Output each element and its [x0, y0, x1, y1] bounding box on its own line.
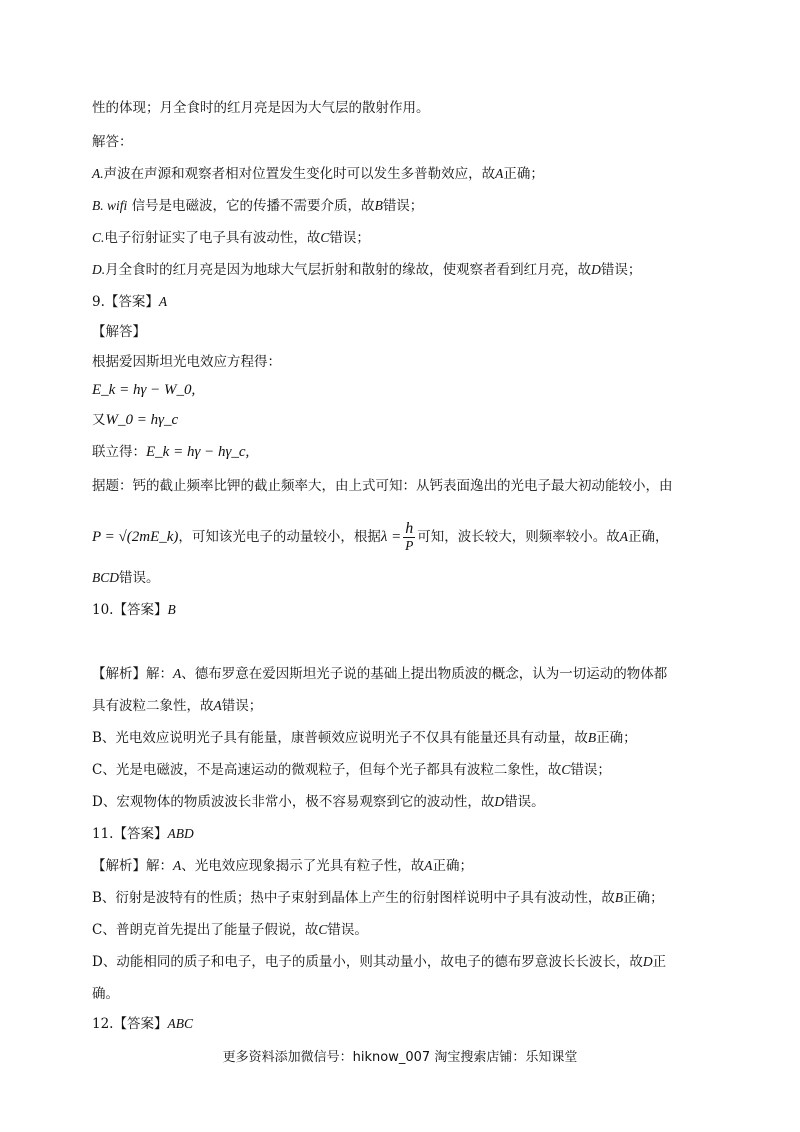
option-letter: C. [92, 230, 105, 245]
paragraph-line [92, 856, 473, 876]
answer-letter: BCD [92, 570, 119, 585]
paragraph-line [92, 984, 119, 1004]
paragraph-line [92, 792, 545, 812]
paragraph-line [92, 728, 637, 748]
equation: W_0 = hγ_c [105, 412, 179, 428]
text: 、普朗克首先提出了能量子假说，故 [102, 922, 319, 938]
option-letter: B [614, 890, 624, 905]
equation-line [92, 410, 178, 430]
option-a-line [92, 164, 544, 184]
text: 电子衍射证实了电子具有波动性，故 [104, 230, 321, 246]
text: 根据爱因斯坦光电效应方程得： [92, 354, 281, 370]
fraction [403, 521, 415, 554]
text: 、光电效应现象揭示了光具有粒子性，故 [181, 858, 425, 874]
paragraph-line [92, 98, 430, 118]
answer-letter: ABD [167, 826, 194, 841]
option-letter: A [213, 698, 222, 713]
text: 错误； [570, 762, 611, 778]
text: 【解析】解： [92, 666, 173, 682]
answer-letter: A [619, 529, 629, 544]
text: 错误； [221, 698, 263, 714]
equation: E_k = hγ − hγ_c, [146, 444, 250, 460]
fraction-denominator: P [405, 538, 414, 553]
option-letter: B [374, 198, 383, 213]
text: 、宏观物体的物质波波长非常小，极不容易观察到它的波动性，故 [102, 794, 495, 810]
text: 正确， [628, 529, 669, 545]
text: 错误。 [327, 922, 368, 938]
text: 、光电效应说明光子具有能量，康普顿效应说明光子不仅具有能量还具有动量，故 [101, 730, 588, 746]
text: 错误； [382, 198, 424, 214]
option-letter: A. [92, 166, 104, 181]
text: 具有波粒二象性，故 [92, 698, 214, 714]
text: 声波在声源和观察者相对位置发生变化时可以发生多普勒效应，故 [103, 166, 496, 182]
answer-heading [92, 292, 167, 312]
option-letter: A [424, 858, 433, 873]
equation-line [92, 520, 669, 554]
text: 正确； [596, 730, 637, 746]
text: 、衍射是波特有的性质；热中子束射到晶体上产生的衍射图样说明中子具有波动性，故 [101, 890, 615, 906]
text: 、德布罗意在爱因斯坦光子说的基础上提出物质波的概念，认为一切运动的物体都 [181, 666, 668, 682]
text: 月全食时的红月亮是因为地球大气层折射和散射的缘故，使观察者看到红月亮，故 [105, 262, 592, 278]
text: 又 [92, 412, 106, 428]
text: 10.【答案】 [92, 602, 168, 618]
answer-heading [92, 600, 176, 620]
option-letter: A [173, 666, 182, 681]
option-letter: D [494, 794, 505, 809]
text: ，可知该光电子的动量较小，根据 [178, 529, 381, 545]
equation-line [92, 380, 195, 400]
text: 解答： [92, 134, 133, 150]
page-footer: 更多资料添加微信号：hiknow_007 淘宝搜索店铺：乐知课堂 [222, 1050, 578, 1065]
option-letter: D [92, 954, 103, 970]
option-letter: B. wifi [92, 198, 128, 213]
paragraph-line [92, 664, 667, 684]
option-letter: B [92, 730, 102, 746]
equation: P = √(2mE_k) [92, 529, 179, 545]
option-letter: A [173, 858, 182, 873]
option-letter: C [92, 922, 103, 938]
option-letter: D. [92, 262, 106, 277]
paragraph-line [92, 132, 133, 152]
text: 11.【答案】 [92, 826, 168, 842]
paragraph-line [92, 322, 146, 342]
text: 错误； [600, 262, 642, 278]
text: 9.【答案】 [92, 294, 159, 310]
option-letter: A [495, 166, 504, 181]
option-d-line [92, 260, 641, 280]
text: 联立得： [92, 444, 146, 460]
option-letter: D [92, 794, 103, 810]
paragraph-line [92, 760, 611, 780]
text: 错误。 [504, 794, 545, 810]
text: 可知，波长较大，则频率较小。故 [417, 529, 620, 545]
option-letter: D [591, 262, 601, 277]
text: 正确； [432, 858, 473, 874]
text: 错误； [329, 230, 370, 246]
option-letter: C [320, 230, 330, 245]
option-b-line [92, 196, 423, 216]
paragraph-line [92, 476, 673, 496]
paragraph-line [92, 888, 664, 908]
option-letter: B [92, 890, 102, 906]
answer-heading [92, 1014, 193, 1034]
paragraph-line [92, 696, 262, 716]
answer-letter: B [167, 602, 176, 617]
answer-letter: ABC [167, 1016, 193, 1031]
paragraph-line [92, 952, 666, 972]
option-letter: C [92, 762, 103, 778]
option-letter: C [318, 922, 328, 937]
text: 【解析】解： [92, 858, 173, 874]
fraction-numerator: h [405, 520, 414, 537]
paragraph-line [92, 920, 368, 940]
text: 性的体现；月全食时的红月亮是因为大气层的散射作用。 [92, 100, 430, 116]
text: 信号是电磁波，它的传播不需要介质，故 [131, 198, 375, 214]
equation-line [92, 442, 249, 462]
paragraph-line [92, 568, 160, 588]
text: 正确； [623, 890, 664, 906]
text: 、动能相同的质子和电子，电子的质量小，则其动量小，故电子的德布罗意波长长波长，故 [102, 954, 643, 970]
text: 错误。 [119, 570, 160, 586]
equation: λ = [380, 529, 402, 545]
paragraph-line [92, 352, 281, 372]
text: 【解答】 [92, 324, 146, 340]
option-letter: C [561, 762, 571, 777]
text: 据题：钙的截止频率比钾的截止频率大，由上式可知：从钙表面逸出的光电子最大初动能较小，由 [92, 478, 673, 494]
text: 正 [652, 954, 667, 970]
option-c-line [92, 228, 370, 248]
text: 、光是电磁波，不是高速运动的微观粒子，但每个光子都具有波粒二象性，故 [102, 762, 562, 778]
answer-heading [92, 824, 194, 844]
text: 确。 [92, 986, 119, 1002]
text: 12.【答案】 [92, 1016, 168, 1032]
answer-letter: A [158, 294, 168, 309]
option-letter: B [587, 730, 597, 745]
text: 正确； [503, 166, 544, 182]
equation: E_k = hγ − W_0, [92, 382, 196, 398]
option-letter: D [642, 954, 653, 969]
